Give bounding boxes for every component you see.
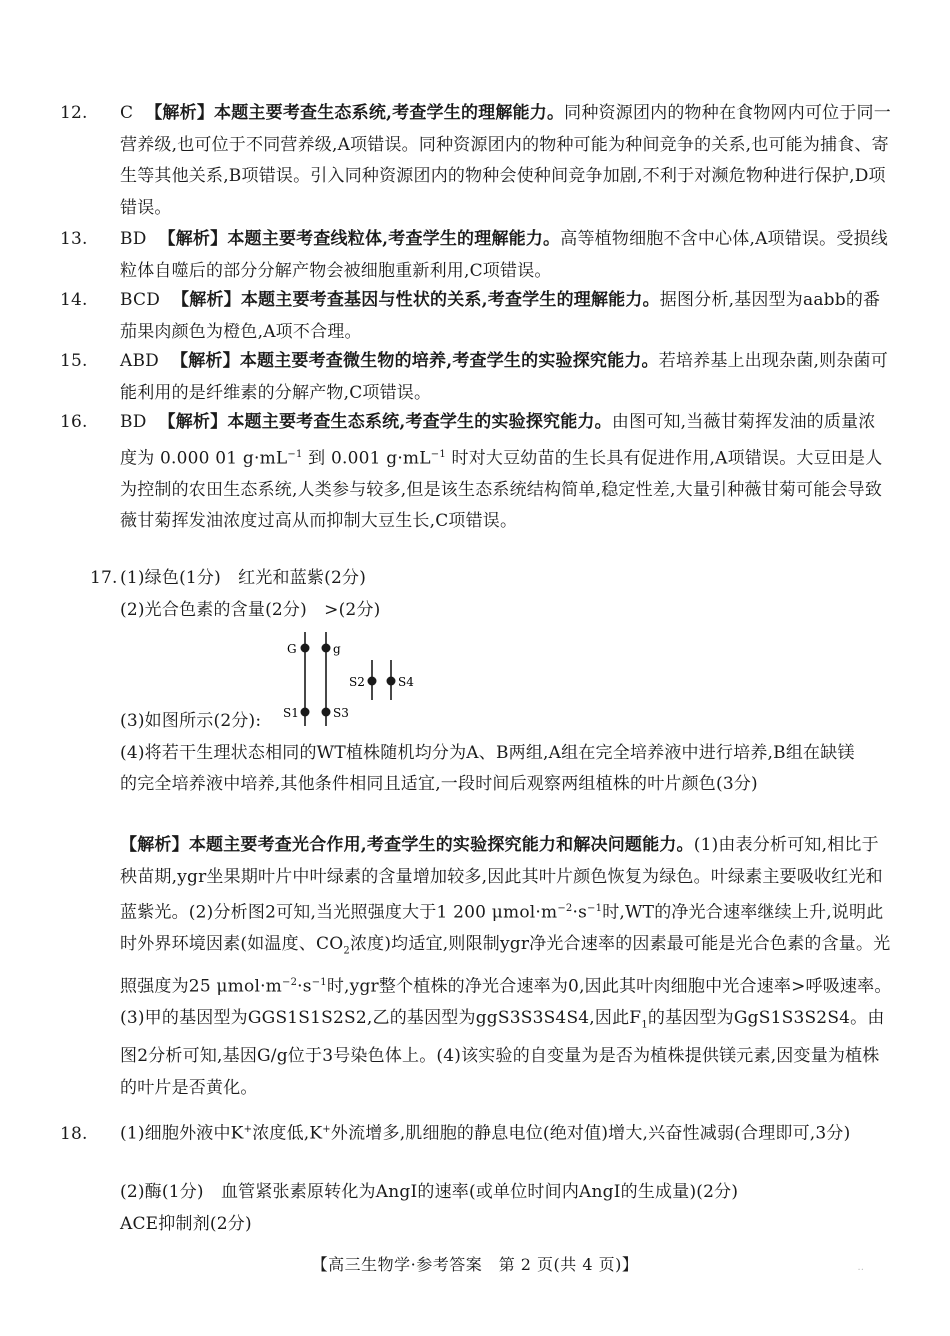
answer-choice: BCD xyxy=(120,290,161,310)
item-number: 18. xyxy=(60,1123,88,1144)
item-number: 13. xyxy=(60,229,88,249)
analysis-summary: 本题主要考查光合作用,考查学生的实验探究能力和解决问题能力。 xyxy=(188,835,694,855)
analysis-text: 同种资源团内的物种在食物网内可位于同一营养级,也可位于不同营养级,A项错误。同种资源团内的物种可能为种间竞争的关系,也可能为捕食、寄生等其他关系,B项错误。引入同种资源团内的物种会使种间竞争加剧,不利于对濒危物种进行保护,D项错误。 xyxy=(120,103,891,218)
analysis-text: 若培养基上出现杂菌,则杂菌可能利用的是纤维素的分解产物,C项错误。 xyxy=(120,351,888,403)
analysis-summary: 本题主要考查生态系统,考查学生的理解能力。 xyxy=(214,103,565,123)
analysis-tag: 【解析】 xyxy=(171,351,240,371)
label-g: g xyxy=(333,642,341,656)
analysis-summary: 本题主要考查微生物的培养,考查学生的实验探究能力。 xyxy=(239,351,659,371)
analysis-tag: 【解析】 xyxy=(172,290,241,310)
analysis-text-c: 时对大豆幼苗的生长具有促进作用,A项错误。大豆田是人为控制的农田生态系统,人类参与较多,但是该生态系统结构简单,稳定性差,大量引种薇甘菊可能会导致薇甘菊挥发油浓度过高从而抑制大豆生长,C项错误。 xyxy=(120,448,883,532)
analysis-text-b: 到 0.001 g·mL xyxy=(302,448,431,469)
part-3-answer: (3)如图所示(2分): xyxy=(120,711,262,731)
answer-choice: BD xyxy=(120,229,147,249)
answer-item-16 xyxy=(60,407,892,538)
label-S2: S2 xyxy=(349,675,365,689)
unit-exponent: −2 xyxy=(557,903,573,914)
analysis-text: 据图分析,基因型为aabb的番茄果肉颜色为橙色,A项不合理。 xyxy=(120,290,881,342)
analysis-text-f: 时,ygr整个植株的净光合速率为0,因此其叶肉细胞中光合速率>呼吸速率。(3)甲的基因型为GGS1S1S2S2,乙的基因型为ggS3S3S4S4,因此F xyxy=(120,976,892,1029)
part-1-answer: (1)绿色(1分) 红光和蓝紫(2分) xyxy=(120,568,367,588)
unit-exponent: −1 xyxy=(311,977,327,989)
page-footer: 【高三生物学·参考答案 第 2 页(共 4 页)】 xyxy=(311,1255,639,1274)
answer-item-18-cont xyxy=(90,1177,892,1240)
analysis-summary: 本题主要考查线粒体,考查学生的理解能力。 xyxy=(227,229,561,249)
unit-exponent: −1 xyxy=(430,448,446,460)
answer-item-12 xyxy=(60,98,892,224)
gene-locus-g xyxy=(322,644,331,653)
label-S4: S4 xyxy=(398,675,414,689)
answer-choice: C xyxy=(120,103,134,123)
answer-item-15 xyxy=(60,346,892,409)
analysis-text-e: ·s xyxy=(297,976,312,997)
analysis-text: 高等植物细胞不含中心体,A项错误。受损线粒体自噬后的部分分解产物会被细胞重新利用,C项错误。 xyxy=(120,229,888,281)
corner-mark: ‥ xyxy=(857,1262,864,1273)
part-1-text-a: (1)细胞外液中K xyxy=(120,1123,244,1144)
unit-exponent: −1 xyxy=(287,448,303,460)
analysis-summary: 本题主要考查基因与性状的关系,考查学生的理解能力。 xyxy=(240,290,660,310)
analysis-text-d: 浓度)均适宜,则限制ygr净光合速率的因素最可能是光合色素的含量。光照强度为25 μmol·m xyxy=(120,934,891,997)
ion-charge: + xyxy=(322,1124,331,1135)
part-2-answer: (2)光合色素的含量(2分) >(2分) xyxy=(120,599,381,620)
analysis-text-a: (1)由表分析可知,相比于秧苗期,ygr坐果期叶片中叶绿素的含量增加较多,因此其叶片颜色恢复为绿色。叶绿素主要吸收红光和蓝紫光。(2)分析图2可知,当光照强度大于1 200 μmol·m xyxy=(120,835,883,923)
answer-item-14 xyxy=(60,285,892,348)
analysis-tag: 【解析】 xyxy=(145,103,215,123)
answer-choice: ABD xyxy=(120,351,159,371)
analysis-text-a: 由图可知,当薇甘菊挥发油的质量浓度为 0.000 01 g·mL xyxy=(120,412,876,469)
analysis-tag: 【解析】 xyxy=(158,412,228,432)
answer-choice: BD xyxy=(120,412,147,432)
part-2-answer: (2)酶(1分) 血管紧张素原转化为AngⅠ的速率(或单位时间内AngⅠ的生成量)(2分) xyxy=(120,1182,739,1202)
unit-exponent: −2 xyxy=(282,977,298,989)
unit-exponent: −1 xyxy=(587,903,603,914)
answer-item-17 xyxy=(90,563,862,626)
label-S3: S3 xyxy=(333,706,349,720)
ion-charge: + xyxy=(243,1124,253,1135)
part-1-text-c: 外流增多,肌细胞的静息电位(绝对值)增大,兴奋性减弱(合理即可,3分) xyxy=(330,1123,851,1144)
label-S1: S1 xyxy=(283,706,299,720)
analysis-tag: 【解析】 xyxy=(158,229,228,249)
item-number: 17. xyxy=(90,568,118,588)
item-number: 15. xyxy=(60,351,88,371)
answer-item-17-cont xyxy=(90,706,862,801)
analysis-tag: 【解析】 xyxy=(120,835,189,855)
gene-locus-S2 xyxy=(368,677,377,686)
analysis-text-c: 时,WT的净光合速率继续上升,说明此时外界环境因素(如温度、CO xyxy=(120,902,884,955)
part-3-answer: ACE抑制剂(2分) xyxy=(120,1213,252,1234)
label-G: G xyxy=(287,642,297,656)
analysis-summary: 本题主要考查生态系统,考查学生的实验探究能力。 xyxy=(227,412,612,432)
part-1-text-b: 浓度低,K xyxy=(252,1123,323,1144)
item-number: 14. xyxy=(60,290,88,310)
answer-item-17-analysis xyxy=(90,830,892,1104)
item-number: 16. xyxy=(60,412,88,432)
gene-locus-S4 xyxy=(387,677,396,686)
subscript: 1 xyxy=(641,1019,648,1031)
gene-locus-G xyxy=(301,644,310,653)
analysis-text-g: 的基因型为GgS1S3S2S4。由图2分析可知,基因G/g位于3号染色体上。(4)该实验的自变量为是否为植株提供镁元素,因变量为植株的叶片是否黄化。 xyxy=(120,1008,885,1098)
answer-item-13 xyxy=(60,224,892,287)
part-4-answer: (4)将若干生理状态相同的WT植株随机均分为A、B两组,A组在完全培养液中进行培养,B组在缺镁的完全培养液中培养,其他条件相同且适宜,一段时间后观察两组植株的叶片颜色(3分) xyxy=(120,742,855,794)
subscript: 2 xyxy=(343,945,350,957)
answer-item-18 xyxy=(60,1114,892,1150)
analysis-text-b: ·s xyxy=(572,902,588,923)
item-number: 12. xyxy=(60,103,88,123)
